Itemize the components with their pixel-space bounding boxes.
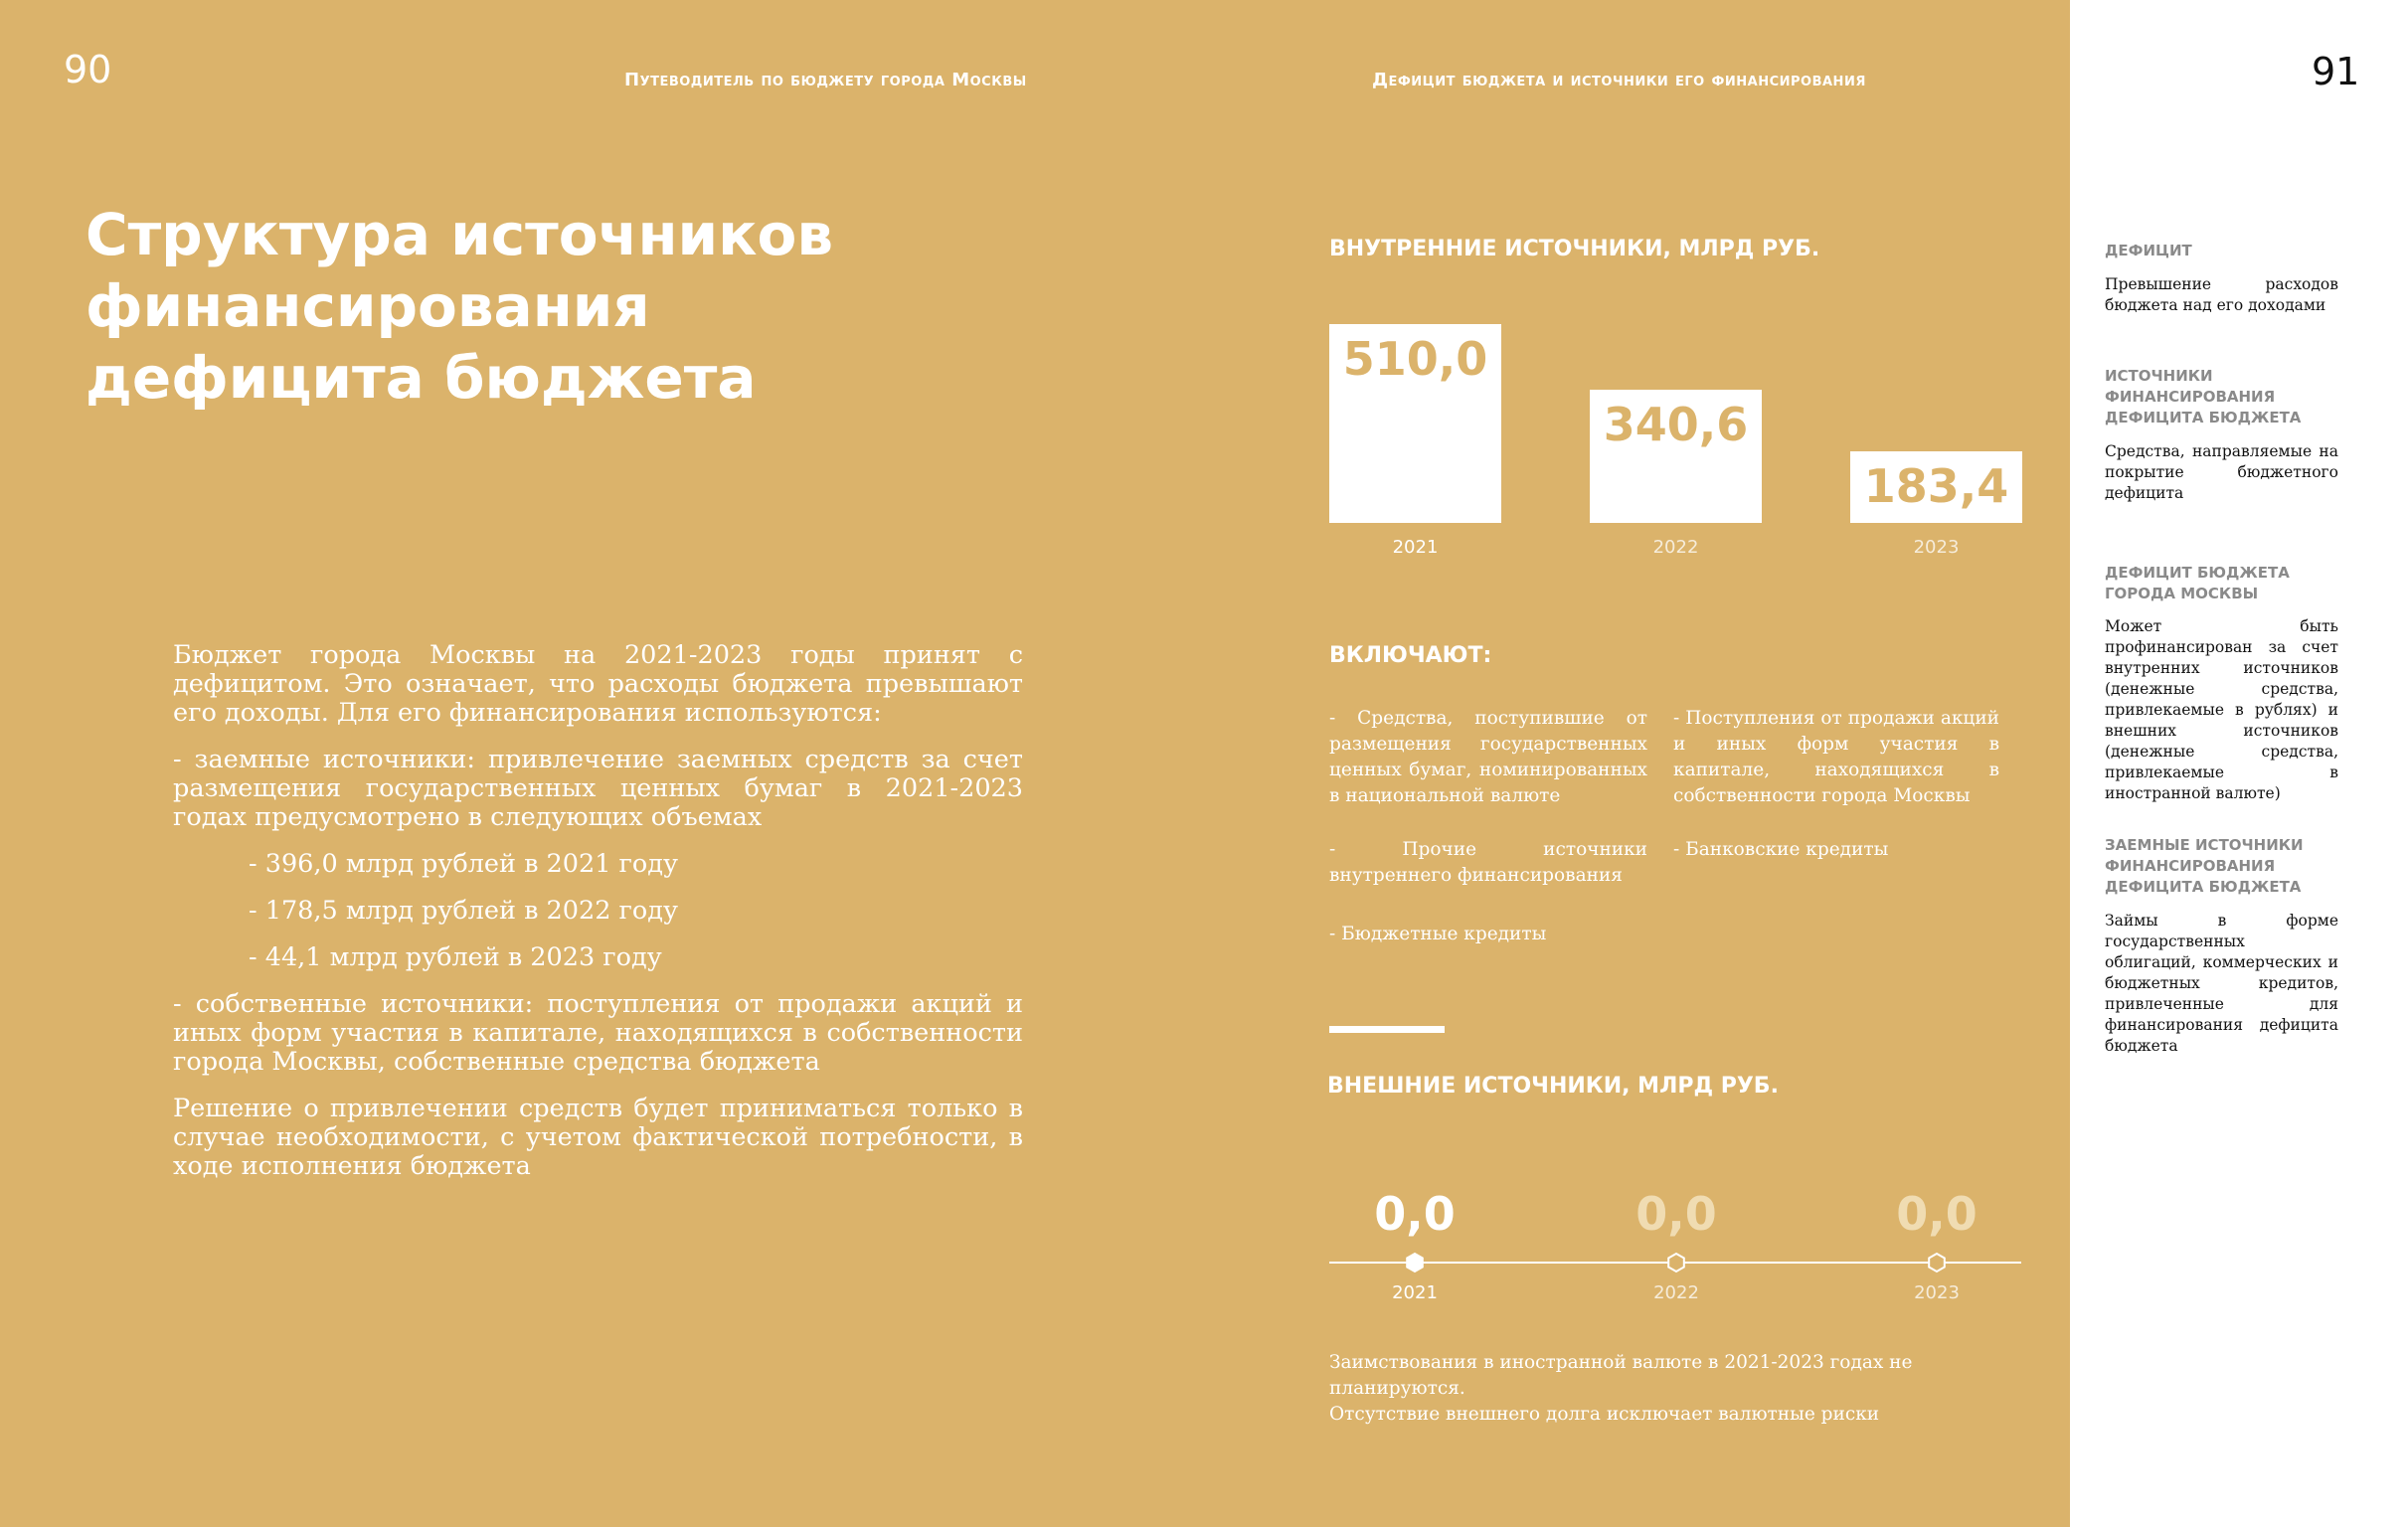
external-sources-chart [1329, 1183, 2021, 1312]
glossary-definition: Превышение расходов бюджета над его доходами [2105, 275, 2338, 314]
bar-value-label: 340,6 [1603, 398, 1749, 451]
list-item: - 396,0 млрд рублей в 2021 году [249, 849, 678, 879]
x-tick-label: 2022 [1652, 537, 1699, 558]
paragraph-intro: Бюджет города Москвы на 2021-2023 годы принят с дефицитом. Это означает, что расходы бюджета превышают его доходы. Для его финансирования используются: [173, 640, 1023, 728]
data-point-2023 [1929, 1254, 1945, 1272]
include-item: - Поступления от продажи акций и иных форм участия в капитале, находящихся в собственности города Москвы [1673, 708, 1999, 806]
include-heading: ВКЛЮЧАЮТ: [1329, 643, 1492, 668]
x-tick-label: 2021 [1392, 537, 1439, 558]
bar-value-label: 183,4 [1863, 459, 2009, 513]
point-value-label: 0,0 [1896, 1187, 1978, 1241]
glossary-definition: Средства, направляемые на покрытие бюджетного дефицита [2105, 442, 2338, 502]
include-item: - Прочие источники внутреннего финансирования [1329, 839, 1647, 886]
list-item: - 44,1 млрд рублей в 2023 году [249, 942, 662, 972]
include-item: - Бюджетные кредиты [1329, 924, 1547, 944]
external-note: Заимствования в иностранной валюте в 2021-2023 годах не планируются. Отсутствие внешнего долга исключает валютные риски [1329, 1352, 1913, 1425]
point-value-label: 0,0 [1374, 1187, 1456, 1241]
body-text [173, 641, 1023, 1199]
internal-sources-bar-chart [1329, 324, 2021, 558]
include-item: - Банковские кредиты [1673, 839, 1889, 860]
x-tick-label: 2023 [1914, 1282, 1960, 1303]
section-divider [1329, 1026, 1445, 1033]
page-title: Структура источников финансирования дефицита бюджета [86, 201, 834, 412]
include-item: - Средства, поступившие от размещения государственных ценных бумаг, номинированных в национальной валюте [1329, 708, 1647, 806]
x-tick-label: 2022 [1653, 1282, 1699, 1303]
glossary-term: ЗАЕМНЫЕ ИСТОЧНИКИ ФИНАНСИРОВАНИЯ ДЕФИЦИТА БЮДЖЕТА [2105, 836, 2304, 896]
point-value-label: 0,0 [1635, 1187, 1717, 1241]
x-tick-label: 2021 [1392, 1282, 1438, 1303]
data-point-2021 [1407, 1254, 1423, 1272]
bar-2023 [1850, 451, 2022, 523]
bar-2021 [1329, 324, 1501, 523]
glossary-term: ДЕФИЦИТ БЮДЖЕТА ГОРОДА МОСКВЫ [2105, 564, 2290, 602]
page-number-right: 91 [2312, 50, 2360, 93]
running-title-right: Дефицит бюджета и источники его финансирования [1372, 70, 1866, 90]
chart-title-internal: ВНУТРЕННИЕ ИСТОЧНИКИ, МЛРД РУБ. [1329, 237, 1820, 261]
chart-title-external: ВНЕШНИЕ ИСТОЧНИКИ, МЛРД РУБ. [1327, 1074, 1779, 1099]
x-tick-label: 2023 [1913, 537, 1960, 558]
paragraph-decision: Решение о привлечении средств будет приниматься только в случае необходимости, с учетом фактической потребности, в ходе исполнения бюджета [173, 1094, 1023, 1181]
running-title-left: Путеводитель по бюджету города Москвы [624, 70, 1027, 90]
bar-2022 [1590, 390, 1762, 523]
glossary-definition: Займы в форме государственных облигаций, коммерческих и бюджетных кредитов, привлеченные для финансирования дефицита бюджета [2105, 912, 2338, 1055]
paragraph-borrowed: - заемные источники: привлечение заемных средств за счет размещения государственных ценных бумаг в 2021-2023 годах предусмотрено в следующих объемах [173, 745, 1023, 832]
glossary-term: ИСТОЧНИКИ ФИНАНСИРОВАНИЯ ДЕФИЦИТА БЮДЖЕТА [2105, 367, 2302, 426]
bar-value-label: 510,0 [1342, 332, 1488, 386]
list-item: - 178,5 млрд рублей в 2022 году [249, 896, 678, 926]
page-number-left: 90 [64, 48, 112, 91]
paragraph-own-sources: - собственные источники: поступления от продажи акций и иных форм участия в капитале, находящихся в собственности города Москвы, собственные средства бюджета [173, 989, 1023, 1077]
data-point-2022 [1668, 1254, 1684, 1272]
glossary-term: ДЕФИЦИТ [2105, 242, 2192, 259]
glossary-definition: Может быть профинансирован за счет внутренних источников (денежные средства, привлекаемые в рублях) и внешних источников (денежные средства, привлекаемые в иностранной валюте) [2105, 617, 2338, 802]
